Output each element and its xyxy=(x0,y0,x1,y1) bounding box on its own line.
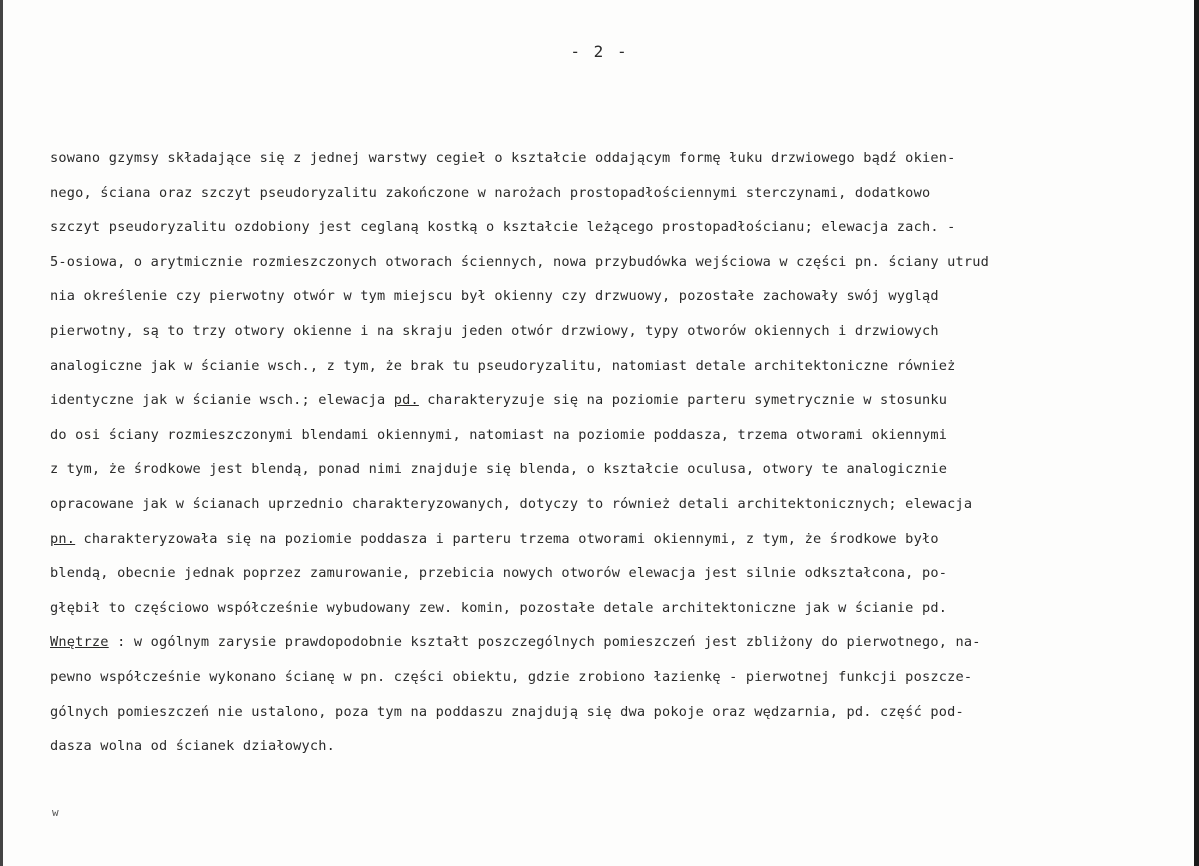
text-line: pewno współcześnie wykonano ścianę w pn. części obiektu, gdzie zrobiono łazienkę - pierwotnej funkcji poszcze- xyxy=(50,668,973,685)
text-segment: charakteryzowała się na poziomie poddasza i parteru trzema otworami okiennymi, z tym, że środkowe było xyxy=(75,530,939,547)
margin-mark: w xyxy=(52,806,59,819)
text-line: dasza wolna od ścianek działowych. xyxy=(50,738,336,755)
body-text xyxy=(50,147,1190,770)
text-line: opracowane jak w ścianach uprzednio charakteryzowanych, dotyczy to również detali architektonicznych; elewacja xyxy=(50,495,973,512)
text-line: nego, ściana oraz szczyt pseudoryzalitu zakończone w narożach prostopadłościennymi sterczynami, dodatkowo xyxy=(50,184,931,201)
page-number: - 2 - xyxy=(570,42,629,61)
underlined-term: Wnętrze xyxy=(50,634,109,651)
scan-edge-right xyxy=(1194,0,1199,866)
text-line: pierwotny, są to trzy otwory okienne i na skraju jeden otwór drzwiowy, typy otworów okiennych i drzwiowych xyxy=(50,322,939,339)
text-line: głębił to częściowo współcześnie wybudowany zew. komin, pozostałe detale architektoniczne jak w ścianie pd. xyxy=(50,599,948,616)
text-line: z tym, że środkowe jest blendą, ponad nimi znajduje się blenda, o kształcie oculusa, otwory te analogicznie xyxy=(50,461,948,478)
text-line: do osi ściany rozmieszczonymi blendami okiennymi, natomiast na poziomie poddasza, trzema otworami okiennymi xyxy=(50,426,948,443)
text-line: szczyt pseudoryzalitu ozdobiony jest ceglaną kostką o kształcie leżącego prostopadłościanu; elewacja zach. - xyxy=(50,219,956,236)
text-line: 5-osiowa, o arytmicznie rozmieszczonych otworach ściennych, nowa przybudówka wejściowa w części pn. ściany utrud xyxy=(50,253,990,270)
underlined-term: pn. xyxy=(50,530,76,547)
text-line xyxy=(50,389,1190,424)
text-line: sowano gzymsy składające się z jednej warstwy cegieł o kształcie oddającym formę łuku drzwiowego bądź okien- xyxy=(50,150,956,166)
text-line: gólnych pomieszczeń nie ustalono, poza tym na poddaszu znajdują się dwa pokoje oraz wędzarnia, pd. część pod- xyxy=(50,703,964,720)
text-line: blendą, obecnie jednak poprzez zamurowanie, przebicia nowych otworów elewacja jest silnie odkształcona, po- xyxy=(50,565,948,582)
text-line xyxy=(50,631,1190,666)
text-line: analogiczne jak w ścianie wsch., z tym, że brak tu pseudoryzalitu, natomiast detale architektoniczne również xyxy=(50,357,956,374)
scan-edge-left xyxy=(0,0,3,866)
text-segment: : w ogólnym zarysie prawdopodobnie kształt poszczególnych pomieszczeń jest zbliżony do pierwotnego, na- xyxy=(108,634,981,651)
text-segment: identyczne jak w ścianie wsch.; elewacja xyxy=(50,392,394,409)
text-segment: charakteryzuje się na poziomie parteru symetrycznie w stosunku xyxy=(418,392,948,409)
text-line xyxy=(50,528,1190,563)
text-line: nia określenie czy pierwotny otwór w tym miejscu był okienny czy drzwuowy, pozostałe zachowały swój wygląd xyxy=(50,288,939,305)
underlined-term: pd. xyxy=(393,392,419,409)
